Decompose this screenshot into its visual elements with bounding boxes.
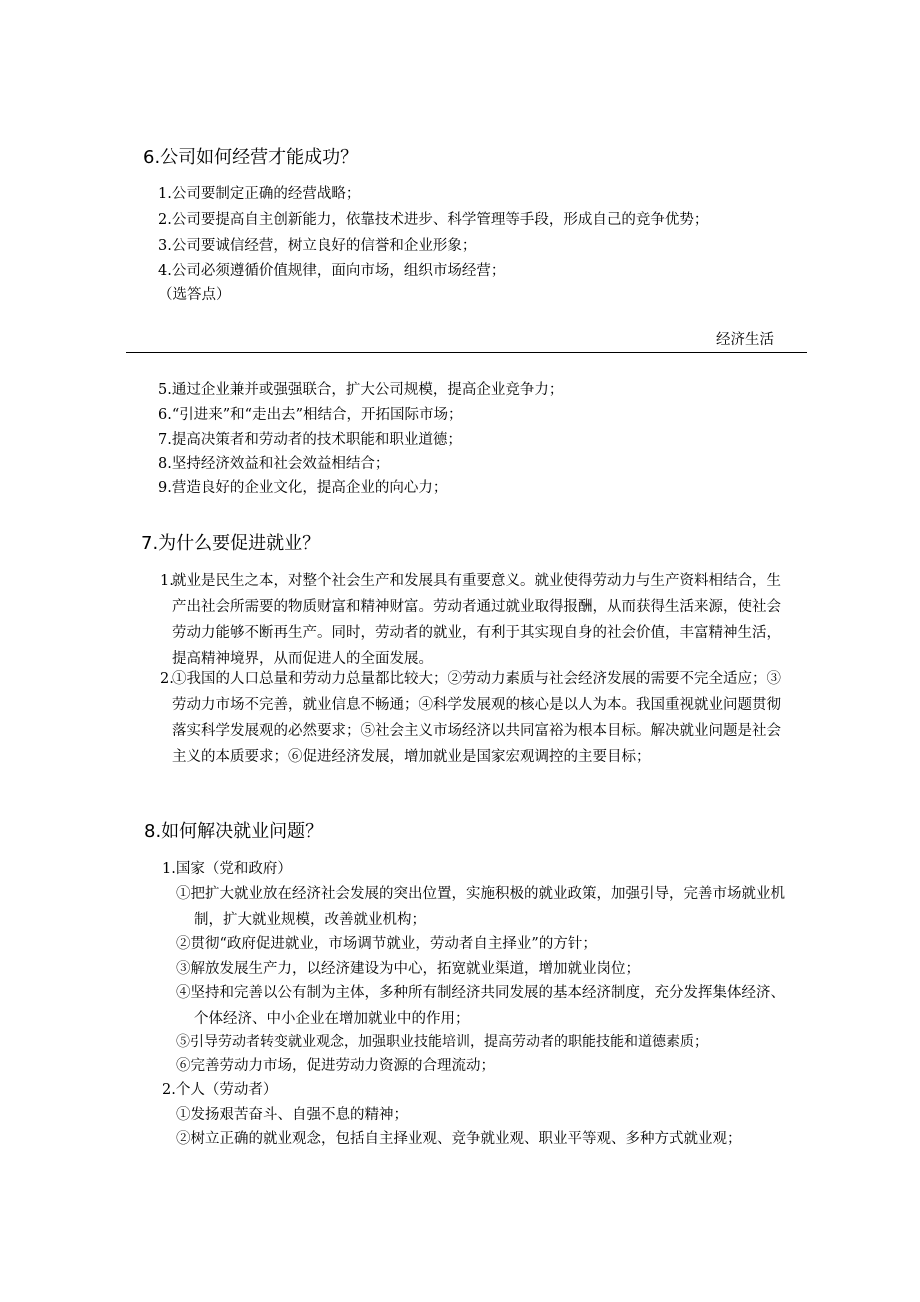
q8-country-measure-2: ②贯彻“政府促进就业，市场调节就业，劳动者自主择业”的方针； [176, 936, 597, 952]
q8-country-measure-4-text: ④坚持和完善以公有制为主体，多种所有制经济共同发展的基本经济制度，充分发挥集体经济、个体经济、中小企业在增加就业中的作用； [176, 985, 785, 1027]
q6-item-3: 3.公司要诚信经营，树立良好的信誉和企业形象； [158, 238, 477, 254]
q6-item-2: 2.公司要提高自主创新能力，依靠技术进步、科学管理等手段，形成自己的竞争优势； [158, 212, 709, 228]
q8-country-label: 1.国家（党和政府） [162, 861, 292, 877]
q6-item-8: 8.坚持经济效益和社会效益相结合； [158, 456, 390, 472]
q7-paragraph-2 [160, 666, 787, 770]
q6-item-9: 9.营造良好的企业文化，提高企业的向心力； [158, 480, 448, 496]
q6-item-1: 1.公司要制定正确的经营战略； [158, 186, 361, 202]
question-6-title: 6.公司如何经营才能成功？ [143, 147, 359, 168]
q8-country-measure-5: ⑤引导劳动者转变就业观念，加强职业技能培训，提高劳动者的职能技能和道德素质； [176, 1034, 708, 1050]
q8-country-measure-4 [176, 980, 788, 1032]
q8-country-measure-1 [176, 881, 788, 933]
question-8-title: 8.如何解决就业问题？ [144, 821, 324, 842]
q6-item-7: 7.提高决策者和劳动者的技术职能和职业道德； [158, 432, 462, 448]
q7-paragraph-1-number: 1. [160, 573, 174, 589]
q7-paragraph-2-number: 2. [160, 671, 174, 687]
q8-person-label: 2.个人（劳动者） [162, 1082, 278, 1098]
q8-person-measure-2-text: ②树立正确的就业观念，包括自主择业观、竞争就业观、职业平等观、多种方式就业观； [176, 1131, 742, 1147]
q6-note: （选答点） [158, 287, 231, 303]
q8-person-measure-2 [176, 1126, 788, 1152]
q8-person-measure-1: ①发扬艰苦奋斗、自强不息的精神； [176, 1107, 408, 1123]
q7-paragraph-2-text: ①我国的人口总量和劳动力总量都比较大；②劳动力素质与社会经济发展的需要不完全适应；③劳动力市场不完善，就业信息不畅通；④科学发展观的核心是以人为本。我国重视就业问题贯彻落实科学发展观的必然要求；⑤社会主义市场经济以共同富裕为根本目标。解决就业问题是社会主义的本质要求；⑥促进经济发展，增加就业是国家宏观调控的主要目标； [172, 671, 781, 765]
running-header-label: 经济生活 [716, 332, 774, 348]
q6-item-5: 5.通过企业兼并或强强联合，扩大公司规模，提高企业竞争力； [158, 382, 564, 398]
q6-item-4: 4.公司必须遵循价值规律，面向市场，组织市场经营； [158, 263, 506, 279]
q7-paragraph-1-text: 就业是民生之本，对整个社会生产和发展具有重要意义。就业使得劳动力与生产资料相结合，生产出社会所需要的物质财富和精神财富。劳动者通过就业取得报酬，从而获得生活来源，使社会劳动力能够不断再生产。同时，劳动者的就业，有利于其实现自身的社会价值，丰富精神生活，提高精神境界，从而促进人的全面发展。 [172, 573, 781, 667]
q8-country-measure-6: ⑥完善劳动力市场，促进劳动力资源的合理流动； [176, 1058, 495, 1074]
q7-paragraph-1 [160, 568, 787, 672]
q8-country-measure-3: ③解放发展生产力，以经济建设为中心，拓宽就业渠道，增加就业岗位； [176, 961, 640, 977]
header-rule [126, 352, 807, 353]
q8-country-measure-1-text: ①把扩大就业放在经济社会发展的突出位置，实施积极的就业政策，加强引导，完善市场就业机制，扩大就业规模，改善就业机构； [176, 886, 785, 928]
q6-item-6: 6.“引进来”和“走出去”相结合，开拓国际市场； [158, 407, 463, 423]
question-7-title: 7.为什么要促进就业？ [141, 533, 321, 554]
